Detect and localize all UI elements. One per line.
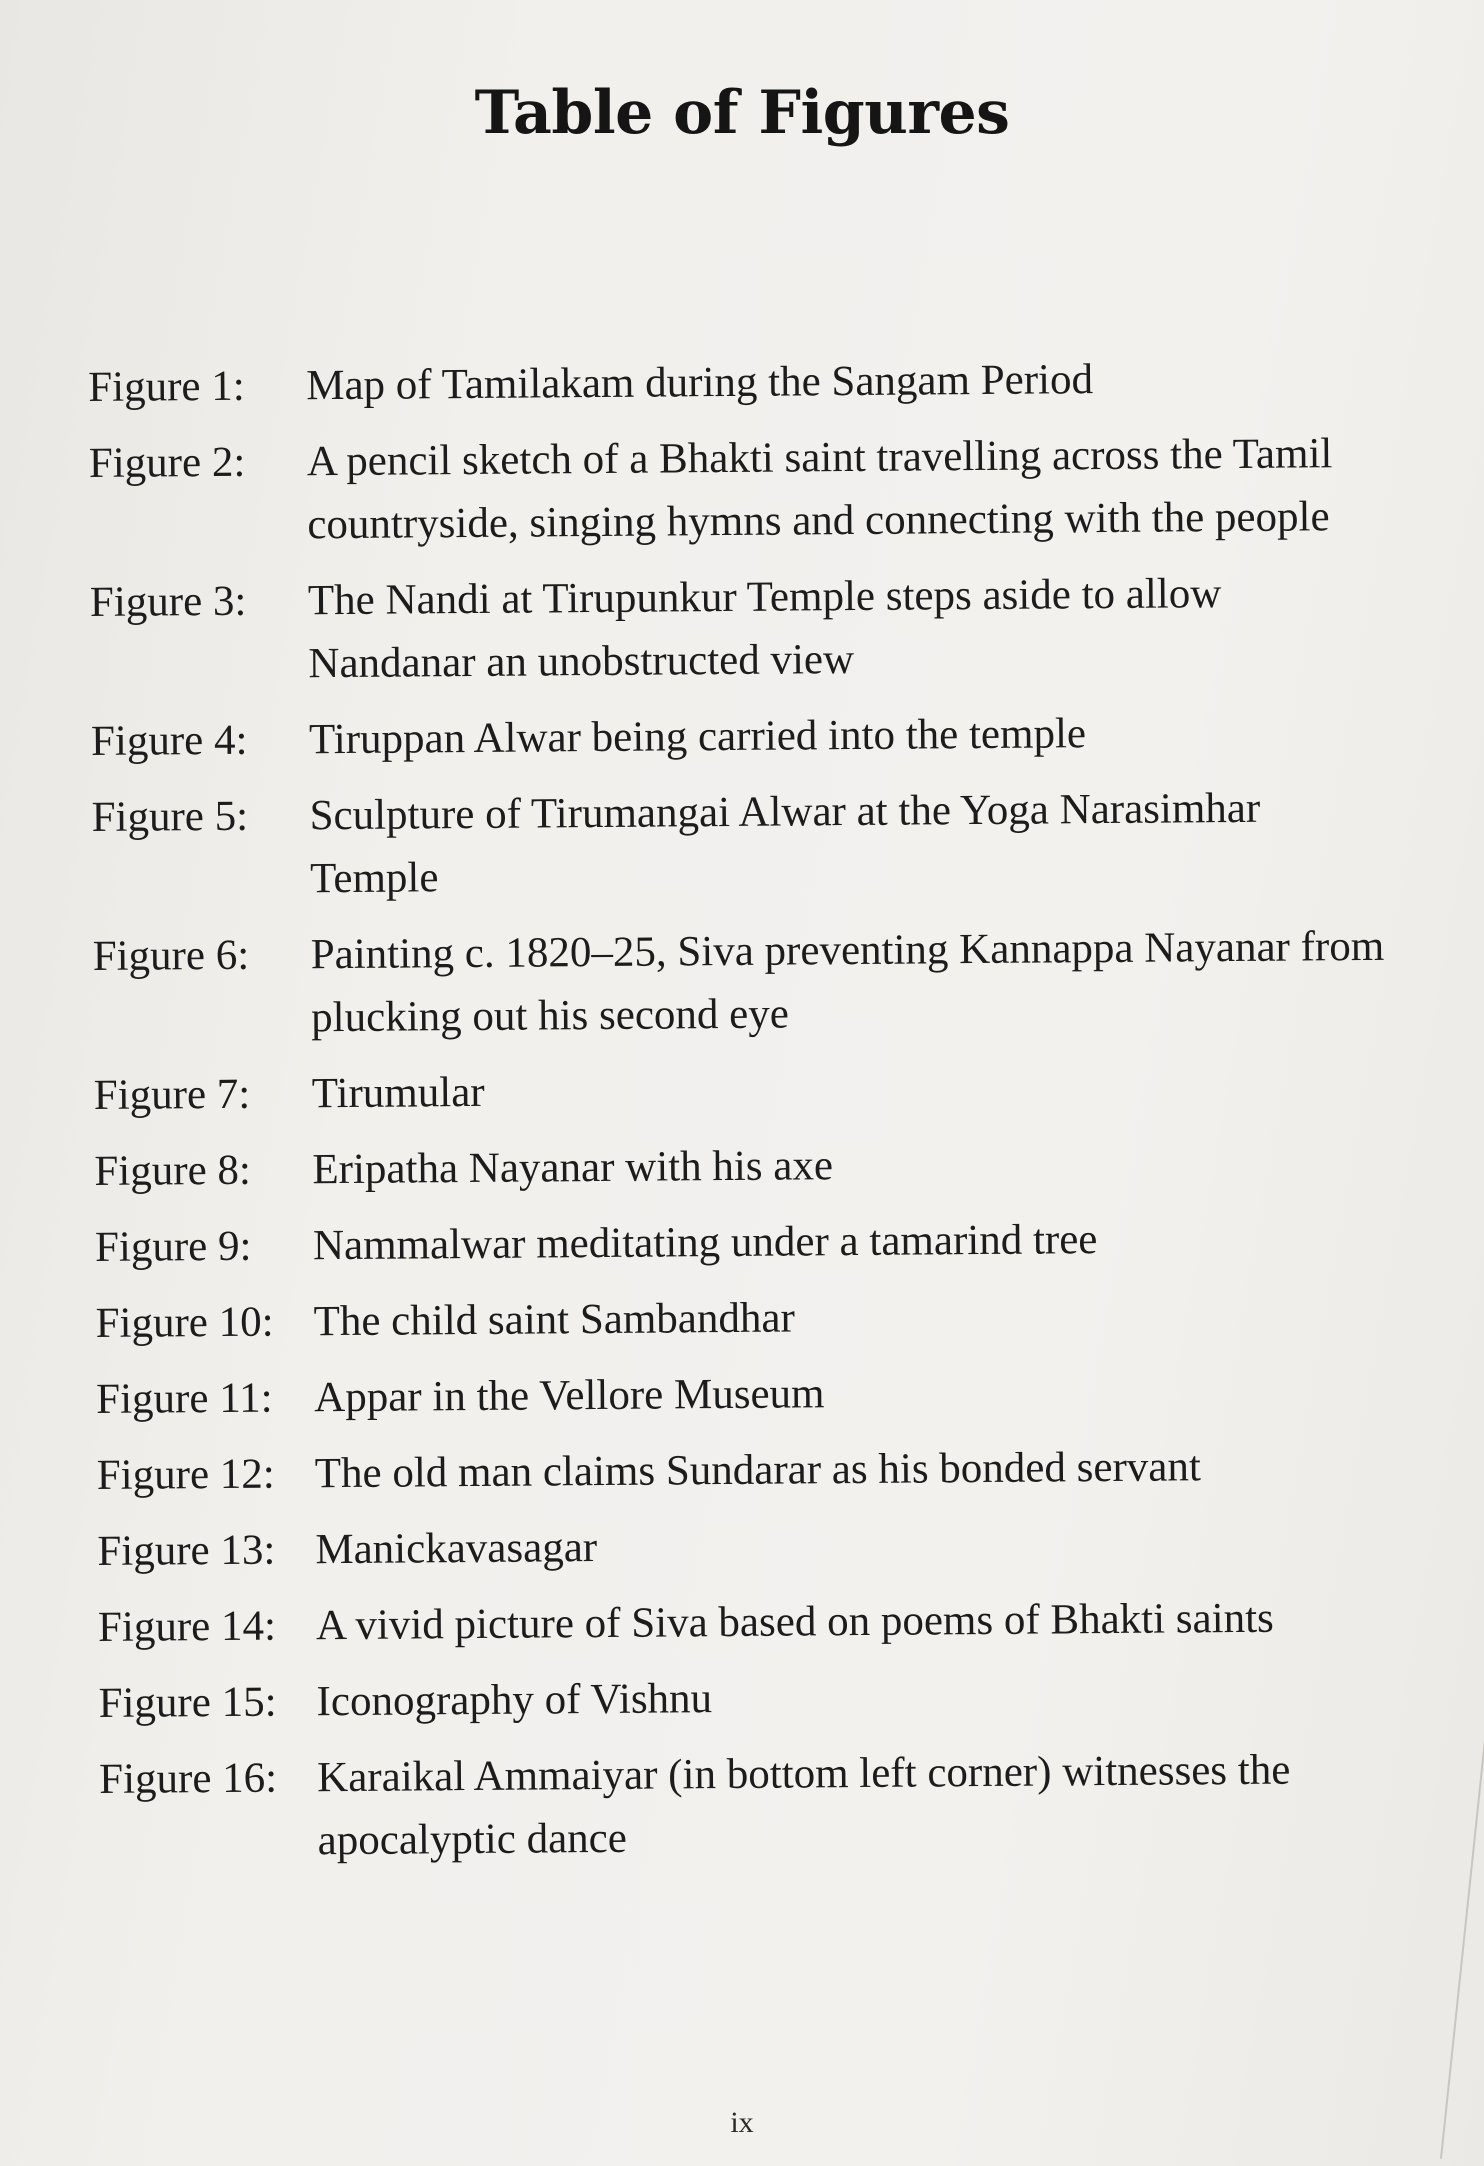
figure-label: Figure 1: <box>88 362 245 411</box>
figure-caption: A pencil sketch of a Bhakti saint travelling across the Tamil countryside, singing hymns and connecting with the people <box>306 430 1333 549</box>
figure-list <box>88 346 1420 1887</box>
figure-entry <box>94 1054 1414 1127</box>
figure-caption: The old man claims Sundarar as his bonded servant <box>314 1443 1202 1498</box>
figure-label: Figure 11: <box>96 1374 273 1423</box>
figure-entry <box>98 1662 1418 1735</box>
figure-caption: Tiruppan Alwar being carried into the temple <box>308 710 1087 764</box>
figure-entry <box>90 561 1411 697</box>
figure-label: Figure 13: <box>97 1526 276 1575</box>
figure-caption: Painting c. 1820–25, Siva preventing Kannappa Nayanar from plucking out his second eye <box>310 922 1385 1042</box>
figure-label: Figure 4: <box>90 716 248 765</box>
figure-caption: Karaikal Ammaiyar (in bottom left corner) witnesses the apocalyptic dance <box>316 1746 1291 1865</box>
figure-entry <box>97 1510 1417 1583</box>
figure-label: Figure 7: <box>93 1070 251 1119</box>
figure-caption: Sculpture of Tirumangai Alwar at the Yoga Narasimhar Temple <box>309 784 1261 903</box>
figure-entry <box>91 700 1411 773</box>
figure-entry <box>94 1130 1414 1203</box>
figure-entry <box>95 1206 1415 1279</box>
figure-label: Figure 10: <box>95 1298 274 1347</box>
figure-caption: A vivid picture of Siva based on poems of Bhakti saints <box>315 1594 1274 1650</box>
figure-label: Figure 5: <box>91 792 249 841</box>
figure-label: Figure 15: <box>98 1678 277 1727</box>
figure-entry <box>95 1282 1415 1355</box>
figure-caption: The child saint Sambandhar <box>313 1294 795 1346</box>
figure-label: Figure 16: <box>98 1754 278 1803</box>
figure-label: Figure 3: <box>89 577 247 626</box>
figure-entry <box>88 346 1408 419</box>
figure-entry <box>97 1434 1417 1507</box>
figure-label: Figure 8: <box>94 1146 252 1195</box>
figure-entry <box>91 776 1412 912</box>
figure-caption: Manickavasagar <box>315 1524 598 1574</box>
figure-caption: Eripatha Nayanar with his axe <box>312 1142 834 1194</box>
page-edge-line <box>1440 1701 1484 2159</box>
figure-label: Figure 9: <box>94 1222 252 1271</box>
figure-caption: Map of Tamilakam during the Sangam Period <box>306 356 1094 410</box>
figure-entry <box>98 1586 1418 1659</box>
figure-entry <box>99 1738 1420 1874</box>
figure-caption: Tirumular <box>311 1068 485 1118</box>
figure-label: Figure 2: <box>88 438 246 487</box>
figure-label: Figure 6: <box>92 931 250 980</box>
figure-label: Figure 12: <box>96 1450 275 1499</box>
page-title: Table of Figures <box>474 78 1010 148</box>
figure-caption: Appar in the Vellore Museum <box>314 1370 825 1422</box>
figure-caption: Nammalwar meditating under a tamarind tree <box>312 1216 1098 1270</box>
page-number: ix <box>730 2106 754 2139</box>
figure-caption: The Nandi at Tirupunkur Temple steps aside to allow Nandanar an unobstructed view <box>307 570 1222 688</box>
figure-entry <box>92 915 1413 1051</box>
figure-caption: Iconography of Vishnu <box>316 1675 713 1726</box>
figure-entry <box>96 1358 1416 1431</box>
figure-label: Figure 14: <box>97 1602 277 1651</box>
figure-entry <box>89 422 1410 558</box>
